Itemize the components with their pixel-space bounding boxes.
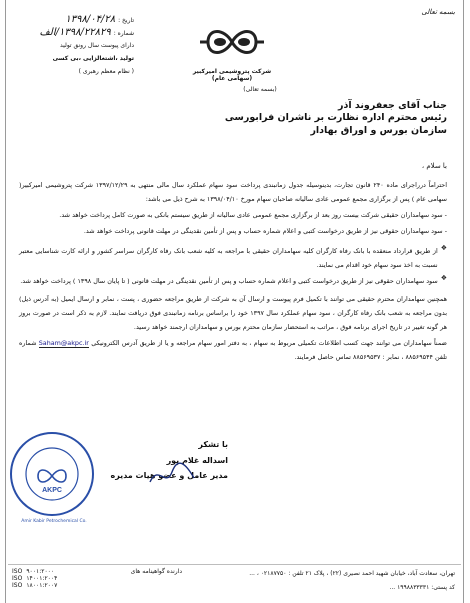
diamond-bullet-icon: ❖ bbox=[440, 274, 447, 282]
iso-label: ISO bbox=[12, 568, 23, 575]
paragraph-intro: احتراماً درراجرای ماده ۲۴۰ قانون تجارت، بدینوسیله جدول زمانبندی پرداخت سود سهام عملکرد سال مالی منتهی به ۱۳۹۷/۱۲/۲۹ شرکت پتروشیمی امیرکبیر( سهامی عام ) پس از برگزاری مجمع عمومی عادی سالیانه صاحبان سهام مورخ ۱۳۹۸/۰۴/۱۰ به شرح ذیل می باشد: bbox=[19, 181, 447, 203]
year-motto: تولید ،اشتغالزایی ،بی کسی bbox=[52, 55, 134, 63]
confidential-note: ( نظام معظم رهبری ) bbox=[78, 68, 134, 76]
logo-mark-icon bbox=[188, 20, 276, 64]
sacred-note: (بسمه تعالی) bbox=[243, 86, 277, 93]
stamp-latin-text: Amir Kabir Petrochemical Co. bbox=[21, 519, 87, 524]
letter bbox=[8, 0, 461, 603]
number-value: ۱۳۹۸/۲۲۸۲۹/الف bbox=[39, 27, 111, 38]
list-item bbox=[19, 274, 447, 288]
letter-meta bbox=[14, 14, 134, 76]
stamp-seal-icon bbox=[8, 430, 96, 518]
email-link[interactable]: Saham@akpc.ir bbox=[38, 339, 89, 347]
iso-label: ISO bbox=[12, 582, 23, 590]
iso-number: ۹۰۰۱:۲۰۰۰ bbox=[26, 568, 55, 575]
iso-caption: دارنده گواهینامه های bbox=[130, 568, 182, 575]
number-row bbox=[14, 27, 134, 38]
footer-address: تهران، سعادت آباد، خیابان شهید احمد نصیری (۲۲) ، پلاک ۲۱ تلفن : ۰۲۱۸۷۷۵۰ ، ... bbox=[249, 570, 455, 577]
iso-number: ۱۴۰۰۱:۲۰۰۴ bbox=[26, 575, 58, 583]
left-border bbox=[5, 0, 6, 603]
footer-postal: کد پستی: ۱۹۹۸۸۳۳۳۳۱ ... bbox=[389, 584, 455, 591]
company-stamp bbox=[8, 430, 96, 518]
addressee-position: رئیس محترم اداره نظارت بر ناشران فرابورسی bbox=[224, 112, 447, 124]
list-item bbox=[19, 244, 447, 272]
diamond-bullet-icon: ❖ bbox=[440, 244, 447, 252]
iso-row bbox=[12, 582, 112, 589]
item-legal-shareholders: - سود سهامداران حقوقی نیز از طریق درخواست کتبی و اعلام شماره حساب و پس از تأمین نقدینگی در مهلت قانونی پرداخت خواهد شد. bbox=[83, 227, 447, 235]
company-logo bbox=[188, 20, 276, 83]
date-row bbox=[14, 14, 134, 25]
date-label: تاریخ : bbox=[118, 17, 134, 24]
right-border bbox=[463, 0, 464, 603]
number-label: شماره : bbox=[113, 30, 134, 37]
iso-row bbox=[12, 575, 112, 582]
greeting: با سلام ، bbox=[421, 162, 447, 170]
contact-prefix: ضمناً سهامداران می توانند جهت کسب اطلاعات تکمیلی مربوط به سهام ، به دفتر امور سهام مراجعه و یا از طریق آدرس الکترونیکی bbox=[91, 339, 447, 347]
signer-title: مدیر عامل و عضو هیات مدیره bbox=[110, 470, 228, 480]
basmale-text: بسمه تعالی bbox=[421, 8, 455, 16]
item-natural-shareholders: - سود سهامداران حقیقی شرکت بیست روز بعد از برگزاری مجمع عمومی عادی سالیانه از طریق سیستم بانکی به صورت کامل پرداخت خواهد شد. bbox=[59, 211, 447, 219]
closing-text: با تشکر bbox=[198, 440, 228, 449]
date-value: ۱۳۹۸/۰۴/۲۸ bbox=[65, 14, 116, 25]
addressee bbox=[167, 100, 447, 137]
paragraph-procedure: همچنین سهامداران محترم حقیقی می توانند با تکمیل فرم پیوست و ارسال آن به شرکت از طریق مراجعه حضوری ، پست ، نمابر و ارسال ایمیل (به آدرس ذیل) بدون مراجعه به شعب بانک رفاه کارگران ، سود سهام عملکرد سال ۱۳۹۷ خود را براساس برنامه زمانبندی فوق دریافت نمایند. لازم به ذکر است در صورت بروز هر گونه تغییر در تاریخ اجرای برنامه فوق ، مراتب به استحضار سازمان محترم بورس و سهامداران ارجمند خواهد رسید. bbox=[19, 295, 447, 331]
contact-suffix: شماره تلفن ۸۸۵۶۹۵۴۴ ، نمابر : ۸۸۵۶۹۵۳۷ تماس حاصل فرمایند. bbox=[19, 339, 447, 361]
attachment-text: دارای پیوست سال رونق تولید bbox=[60, 42, 134, 49]
logo-caption: شرکت پتروشیمی امیرکبیر (سهامی عام) bbox=[192, 68, 272, 83]
paragraph-contact bbox=[19, 336, 447, 364]
signer-name: اسداله غلام پور bbox=[166, 456, 228, 466]
stamp-abbr: AKPC bbox=[42, 487, 62, 494]
bullet-text: سود سهامداران حقوقی نیز از طریق درخواست کتبی و اعلام شماره حساب و پس از تأمین نقدینگی در مهلت قانونی ( تا پایان سال ۱۳۹۸ ) پرداخت خواهد شد. bbox=[20, 277, 438, 285]
letter-body bbox=[19, 178, 447, 364]
signature-scribble-icon bbox=[148, 460, 198, 490]
addressee-name: جناب آقای جعفروند آذر bbox=[337, 100, 447, 111]
bullet-list bbox=[19, 244, 447, 288]
addressee-organization: سازمان بورس و اوراق بهادار bbox=[310, 124, 447, 136]
footer-divider bbox=[8, 564, 461, 565]
bullet-text: از طریق قرارداد منعقده با بانک رفاه کارگران کلیه سهامداران حقیقی با مراجعه به کلیه شعب بانک رفاه کارگران سراسر کشور و ارائه کارت شناسایی معتبر نسبت به اخذ سود سهام خود اقدام می نمایند. bbox=[19, 247, 438, 269]
iso-label: ISO bbox=[12, 575, 23, 583]
iso-number: ۱۸۰۰۱:۲۰۰۷ bbox=[26, 582, 58, 590]
